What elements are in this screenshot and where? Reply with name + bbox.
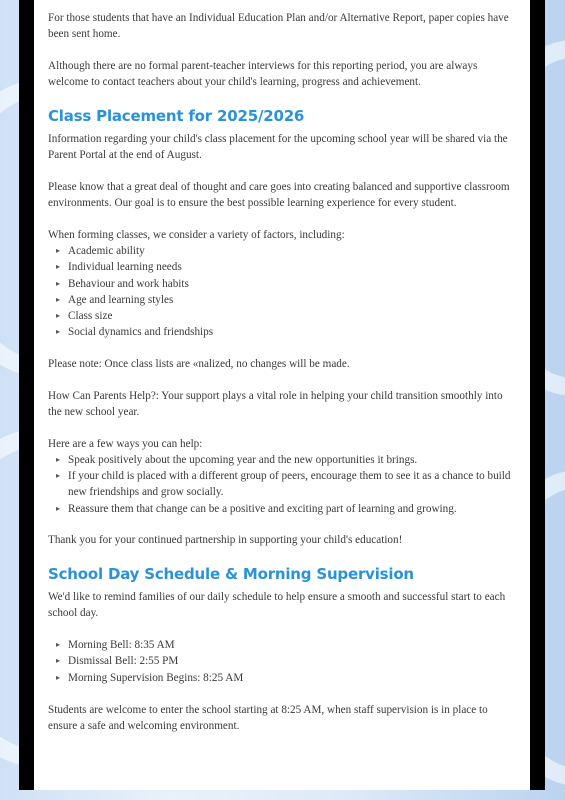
class-placement-heading: Class Placement for 2025/2026 <box>48 107 305 125</box>
paragraph-interviews: Although there are no formal parent-teacher interviews for this reporting period, you are always welcome to contact teachers about your child's learning, progress and achievement. <box>48 60 478 89</box>
newsletter-content <box>34 0 530 790</box>
list-item: ▸ Social dynamics and friendships <box>68 324 516 340</box>
schedule-heading: School Day Schedule & Morning Supervision <box>48 565 414 584</box>
class-placement-factors-intro: When forming classes, we consider a variety of factors, including: <box>48 229 345 241</box>
paragraph-iep: For those students that have an Individual Education Plan and/or Alternative Report, paper copies have been sent home. <box>48 12 509 41</box>
ways-intro: Here are a few ways you can help: <box>48 437 203 450</box>
schedule-list <box>48 637 516 686</box>
list-item: ▸ If your child is placed with a different group of peers, encourage them to see it as a chance to build new friendships and grow socially. <box>68 468 516 500</box>
ways-list <box>48 452 516 517</box>
list-item: ▸ Dismissal Bell: 2:55 PM <box>68 653 516 669</box>
list-item: ▸ Morning Bell: 8:35 AM <box>68 637 516 653</box>
thank-you: Thank you for your continued partnership in supporting your child's education! <box>48 534 403 547</box>
supervision-note: Students are welcome to enter the school starting at 8:25 AM, when staff supervision is in place to ensure a safe and welcoming environment. <box>48 703 488 733</box>
schedule-intro: We'd like to remind families of our daily schedule to help ensure a smooth and successful start to each school day. <box>48 591 506 620</box>
list-item: ▸ Class size <box>68 308 516 324</box>
list-item: ▸ Speak positively about the upcoming year and the new opportunities it brings. <box>68 452 516 468</box>
class-placement-info: Information regarding your child's class placement for the upcoming school year will be shared via the Parent Portal at the end of August. <box>48 133 508 162</box>
list-item: ▸ Behaviour and work habits <box>68 276 516 292</box>
factors-list <box>48 243 516 340</box>
class-placement-care: Please know that a great deal of thought and care goes into creating balanced and supportive classroom environments. Our goal is to ensure the best possible learning experience for every student. <box>48 181 510 210</box>
class-lists-note: Please note: Once class lists are «nalized, no changes will be made. <box>48 358 350 371</box>
list-item: ▸ Morning Supervision Begins: 8:25 AM <box>68 670 516 686</box>
parents-help: How Can Parents Help?: Your support plays a vital role in helping your child transition smoothly into the new school year. <box>48 389 503 419</box>
list-item: ▸ Reassure them that change can be a positive and exciting part of learning and growing. <box>68 501 516 517</box>
list-item: ▸ Academic ability <box>68 243 516 259</box>
list-item: ▸ Age and learning styles <box>68 292 516 308</box>
list-item: ▸ Individual learning needs <box>68 259 516 275</box>
